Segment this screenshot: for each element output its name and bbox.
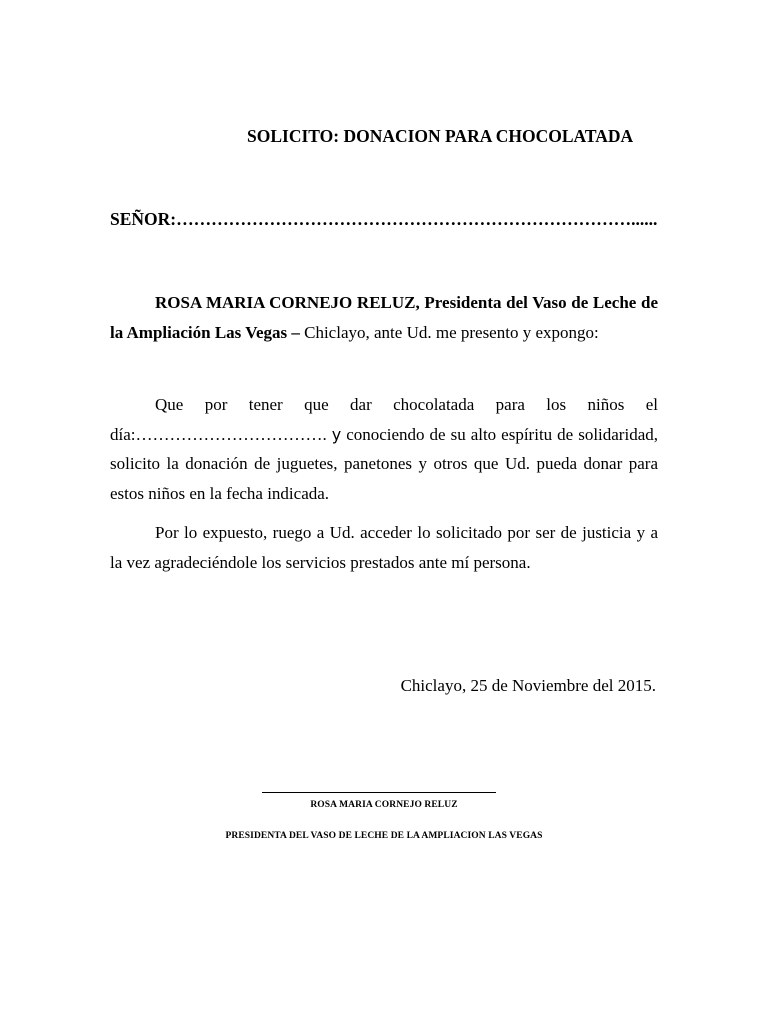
signature-title: PRESIDENTA DEL VASO DE LECHE DE LA AMPLIACION LAS VEGAS [225,831,543,841]
signature-line [262,792,496,793]
request-part-1: Que por tener que dar chocolatada para los niños el día:……………………………. [110,395,658,444]
request-part-2: conociendo de su alto espíritu de solidaridad, solicito la donación de juguetes, panetones y otros que Ud. pueda donar para estos niños en la fecha indicada. [110,424,658,503]
letter-date: Chiclayo, 25 de Noviembre del 2015. [400,676,656,695]
letter-salutation: SEÑOR:……………………………………………………………………...... [110,209,658,229]
introduction-rest: Chiclayo, ante Ud. me presento y expongo: [299,322,599,342]
paragraph-request [110,390,658,508]
paragraph-closing [110,518,658,577]
request-conjunction: y [331,424,342,444]
sender-name-bold: ROSA MARIA CORNEJO RELUZ, Presidenta del Vaso de Leche de la Ampliación Las Vegas – [110,293,658,342]
letter-subject: SOLICITO: DONACION PARA CHOCOLATADA [247,126,634,146]
closing-text: Por lo expuesto, ruego a Ud. acceder lo solicitado por ser de justicia y a la vez agradeciéndole los servicios prestados ante mí persona. [110,523,658,572]
signature-name: ROSA MARIA CORNEJO RELUZ [310,800,458,810]
paragraph-introduction [110,288,658,347]
